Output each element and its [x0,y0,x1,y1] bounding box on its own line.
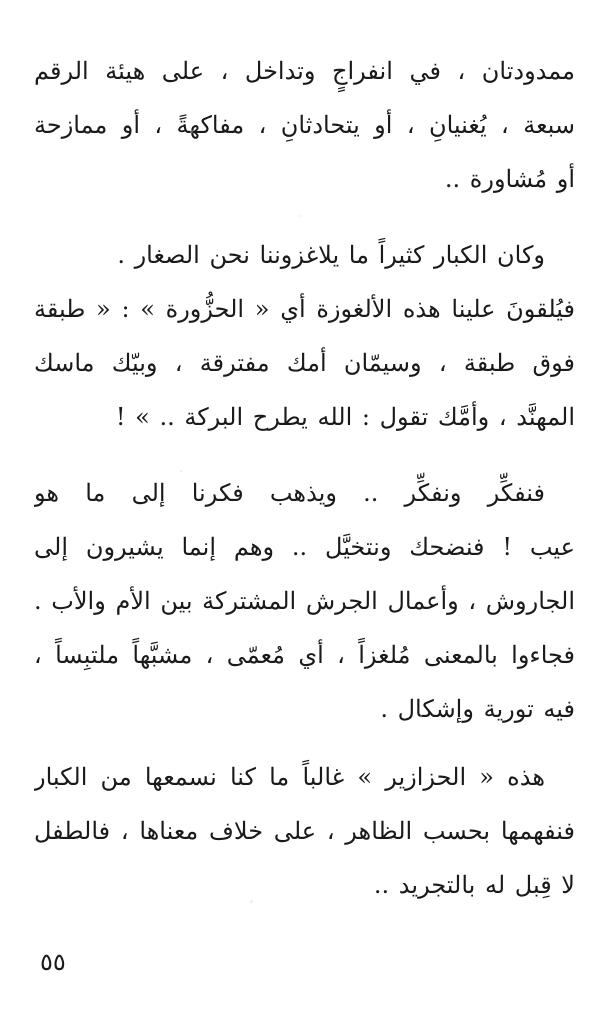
text-line: الجاروش ، وأعمال الجرش المشتركة بين الأم والأب . [34,587,575,615]
text-line: فجاءوا بالمعنى مُلغزاً ، أي مُعمّى ، مشبَّهاً ملتبِساً ، [34,641,575,669]
scan-speckle [420,715,422,718]
scan-speckle [190,130,193,133]
text-line: فيُلقونَ علينا هذه الألغوزة أي « الحزُّورة » : « طبقة [34,295,575,323]
text-line: فوق طبقة ، وسيمّان أمك مفترقة ، وبيّك ماسك [34,349,575,377]
text-line: المهنَّد ، وأمَّك تقول : الله يطرح البركة .. » ! [115,403,575,431]
scan-speckle [180,470,183,472]
text-line: فيه تورية وإشكال . [380,695,575,723]
page-number: ٥٥ [40,948,66,976]
text-line: فنفكِّر ونفكِّر .. ويذهب فكرنا إلى ما هو [34,479,545,507]
paragraph-4 [34,750,575,912]
paragraph-1 [34,44,575,206]
scan-speckle [250,900,253,903]
text-line: هذه « الحزازير » غالباً ما كنا نسمعها من الكبار [34,763,545,791]
text-line: ممدودتان ، في انفراجٍ وتداخل ، على هيئة الرقم [34,57,575,85]
text-line: لا قِبل له بالتجريد .. [373,871,575,899]
text-line: فنفهمها بحسب الظاهر ، على خلاف معناها ، فالطفل [34,817,575,845]
text-line: وكان الكبار كثيراً ما يلاغزوننا نحن الصغار . [117,241,545,269]
paragraph-2 [34,228,575,444]
text-line: أو مُشاورة .. [444,165,575,193]
text-line: عيب ! فنضحك ونتخيَّل .. وهم إنما يشيرون إلى [34,533,575,561]
text-line: سبعة ، يُغنيانِ ، أو يتحادثانِ ، مفاكهةً ، أو ممازحة [34,111,575,139]
paragraph-3 [34,466,575,736]
scan-speckle [300,215,302,217]
